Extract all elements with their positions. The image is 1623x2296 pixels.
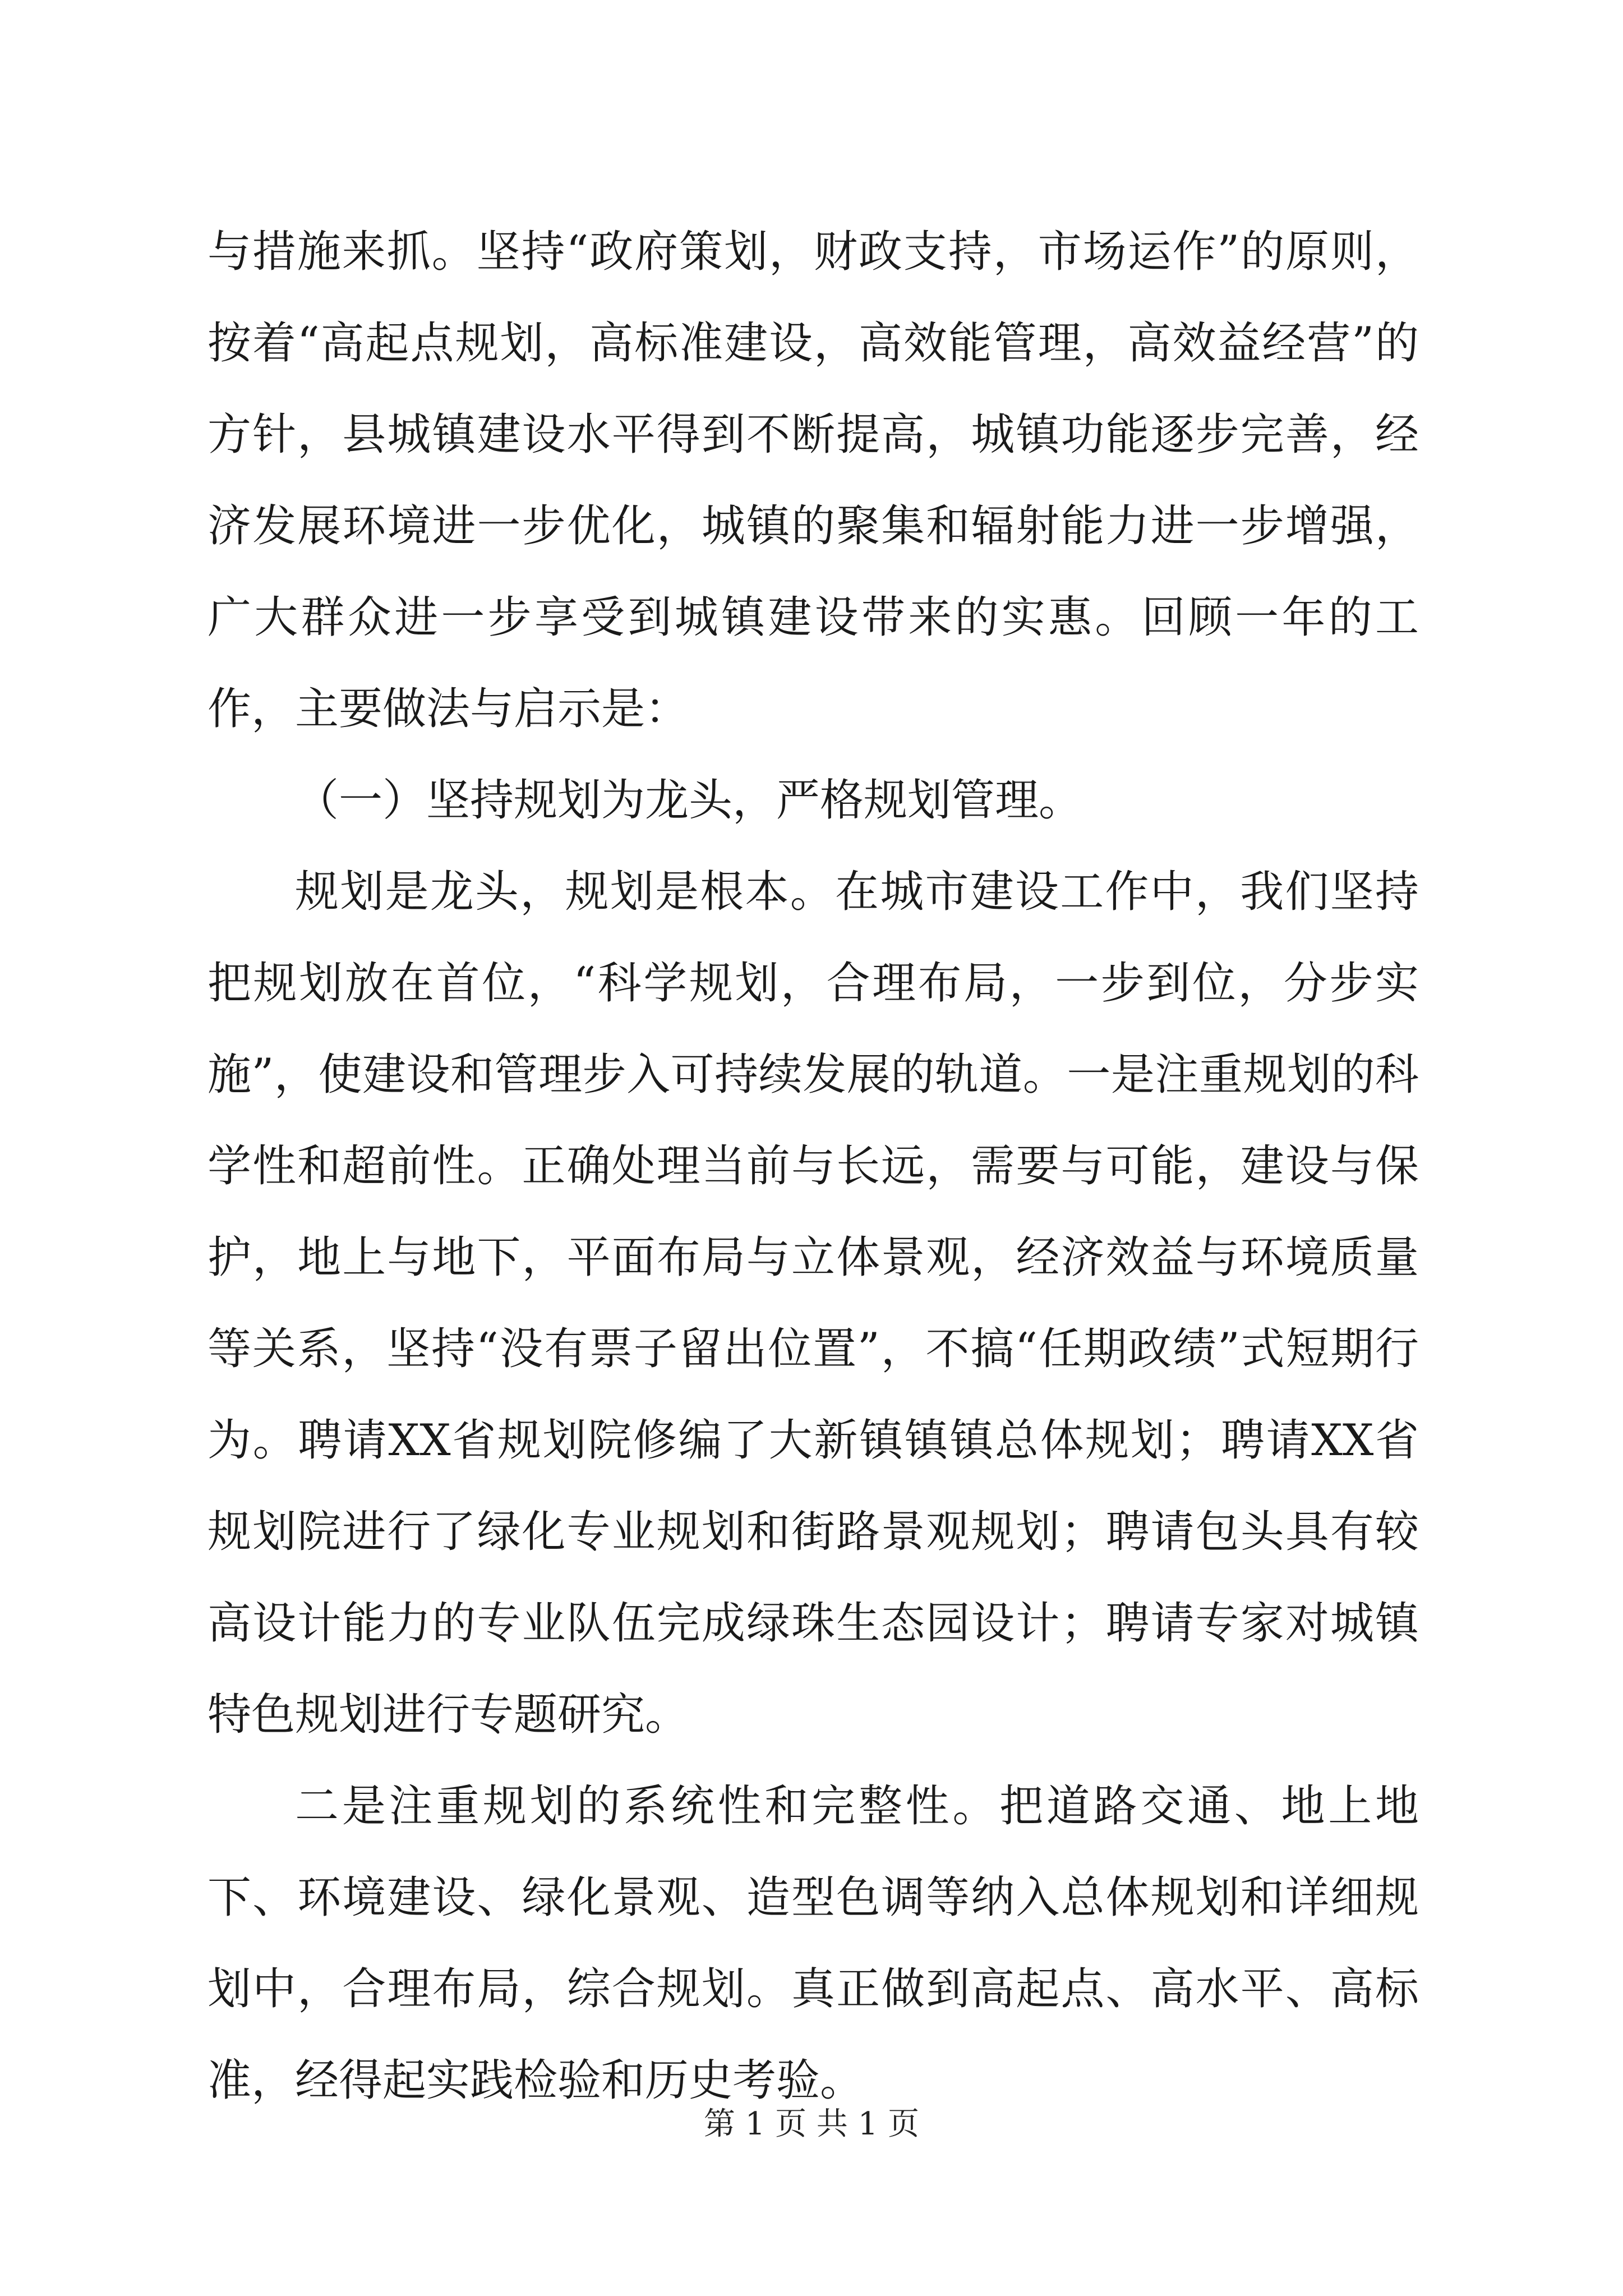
paragraph-continuation: 与措施来抓。坚持“政府策划，财政支持，市场运作”的原则，按着“高起点规划，高标准建设，高效能管理，高效益经营”的方针，县城镇建设水平得到不断提高，城镇功能逐步完善，经济发展环境进一步优化，城镇的聚集和辐射能力进一步增强，广大群众进一步享受到城镇建设带来的实惠。回顾一年的工作，主要做法与启示是： [208, 227, 1419, 734]
document-body [208, 206, 1419, 2127]
paragraph-planning: 规划是龙头，规划是根本。在城市建设工作中，我们坚持把规划放在首位，“科学规划，合理布局，一步到位，分步实施”，使建设和管理步入可持续发展的轨道。一是注重规划的科学性和超前性。正确处理当前与长远，需要与可能，建设与保护，地上与地下，平面布局与立体景观，经济效益与环境质量等关系，坚持“没有票子留出位置”，不搞“任期政绩”式短期行为。聘请XX省规划院修编了大新镇镇镇总体规划；聘请XX省规划院进行了绿化专业规划和街路景观规划；聘请包头具有较高设计能力的专业队伍完成绿珠生态园设计；聘请专家对城镇特色规划进行专题研究。 [208, 867, 1419, 1740]
page-footer: 第 1 页 共 1 页 [703, 2106, 920, 2142]
section-heading: （一）坚持规划为龙头，严格规划管理。 [295, 775, 1083, 826]
paragraph-system: 二是注重规划的系统性和完整性。把道路交通、地上地下、环境建设、绿化景观、造型色调等纳入总体规划和详细规划中，合理布局，综合规划。真正做到高起点、高水平、高标准，经得起实践检验和历史考验。 [208, 1781, 1419, 2106]
